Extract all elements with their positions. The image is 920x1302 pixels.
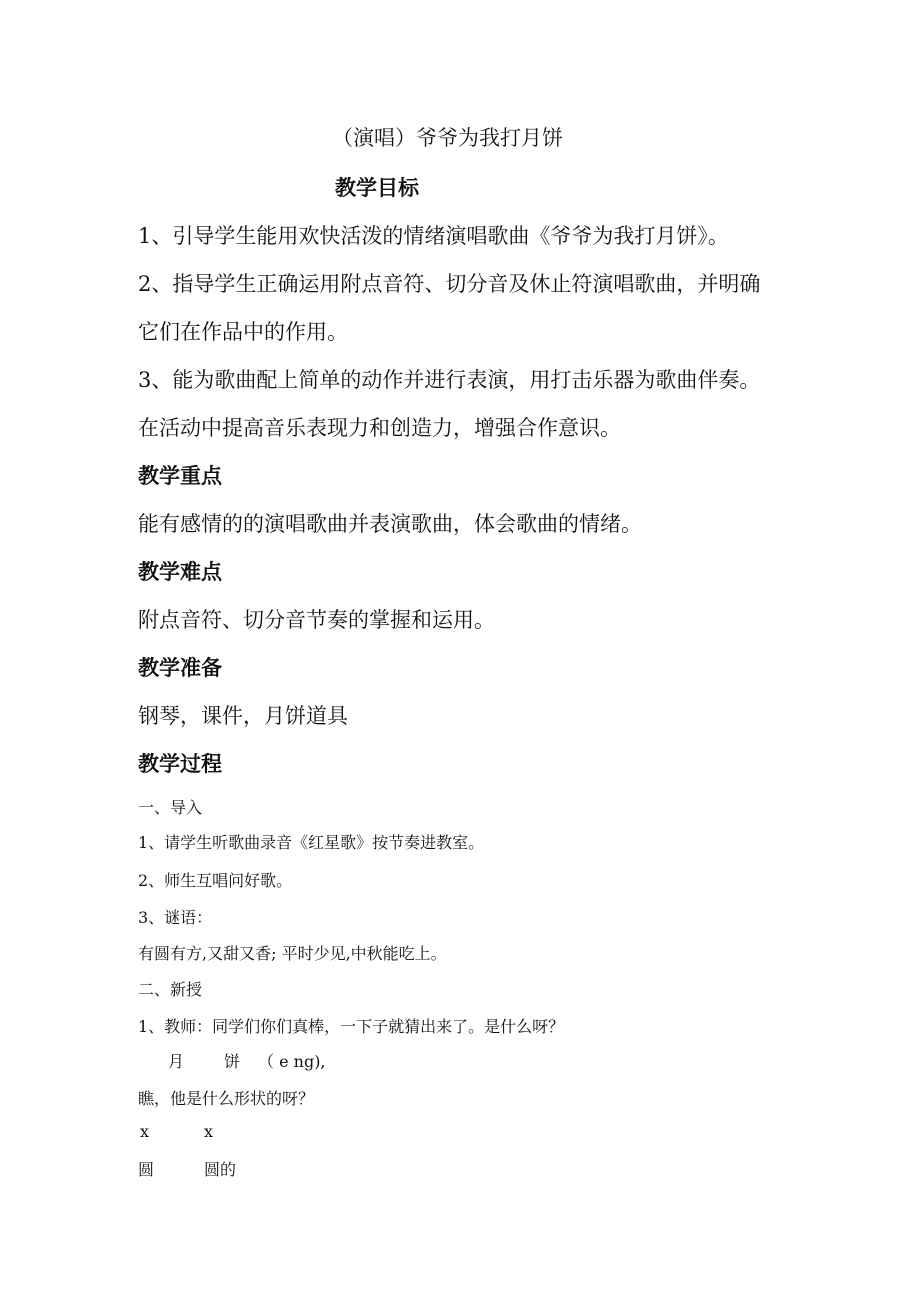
question-text: 瞧，他是什么形状的呀？ bbox=[138, 1089, 315, 1108]
objective-3-line-2: 在活动中提高音乐表现力和创造力，增强合作意识。 bbox=[138, 416, 621, 440]
key-points-heading: 教学重点 bbox=[138, 464, 222, 488]
objective-1: 1、引导学生能用欢快活泼的情绪演唱歌曲《爷爷为我打月饼》。 bbox=[138, 224, 729, 248]
pinyin-text: （ e ng), bbox=[258, 1052, 326, 1071]
step-1-2: 2、师生互唱问好歌。 bbox=[138, 871, 293, 890]
step-2-1: 1、教师：同学们你们真棒，一下子就猜出来了。是什么呀？ bbox=[138, 1017, 565, 1036]
key-points-text: 能有感情的的演唱歌曲并表演歌曲，体会歌曲的情绪。 bbox=[138, 512, 642, 536]
step-1-1: 1、请学生听歌曲录音《红星歌》按节奏进教室。 bbox=[138, 833, 485, 852]
process-heading: 教学过程 bbox=[138, 752, 222, 776]
word-yuan: 圆 bbox=[138, 1160, 155, 1179]
section-1-heading: 一、导入 bbox=[138, 798, 203, 817]
rhythm-note-1: x bbox=[140, 1122, 150, 1141]
preparation-text: 钢琴，课件，月饼道具 bbox=[138, 704, 348, 728]
step-1-3: 3、谜语： bbox=[138, 908, 213, 927]
objective-2-line-1: 2、指导学生正确运用附点音符、切分音及休止符演唱歌曲，并明确 bbox=[138, 272, 761, 296]
difficulties-heading: 教学难点 bbox=[138, 560, 222, 584]
section-2-heading: 二、新授 bbox=[138, 980, 203, 999]
rhythm-note-2: x bbox=[204, 1122, 214, 1141]
word-yuande: 圆的 bbox=[204, 1160, 237, 1179]
objective-2-line-2: 它们在作品中的作用。 bbox=[138, 320, 348, 344]
objective-3-line-1: 3、能为歌曲配上简单的动作并进行表演，用打击乐器为歌曲伴奏。 bbox=[138, 368, 761, 392]
riddle-text: 有圆有方,又甜又香; 平时少见,中秋能吃上。 bbox=[138, 944, 447, 963]
difficulties-text: 附点音符、切分音节奏的掌握和运用。 bbox=[138, 608, 495, 632]
preparation-heading: 教学准备 bbox=[138, 656, 222, 680]
word-bing: 饼 bbox=[224, 1052, 241, 1071]
document-title: （演唱）爷爷为我打月饼 bbox=[332, 126, 563, 150]
objectives-heading: 教学目标 bbox=[335, 176, 419, 200]
word-yue: 月 bbox=[168, 1052, 185, 1071]
